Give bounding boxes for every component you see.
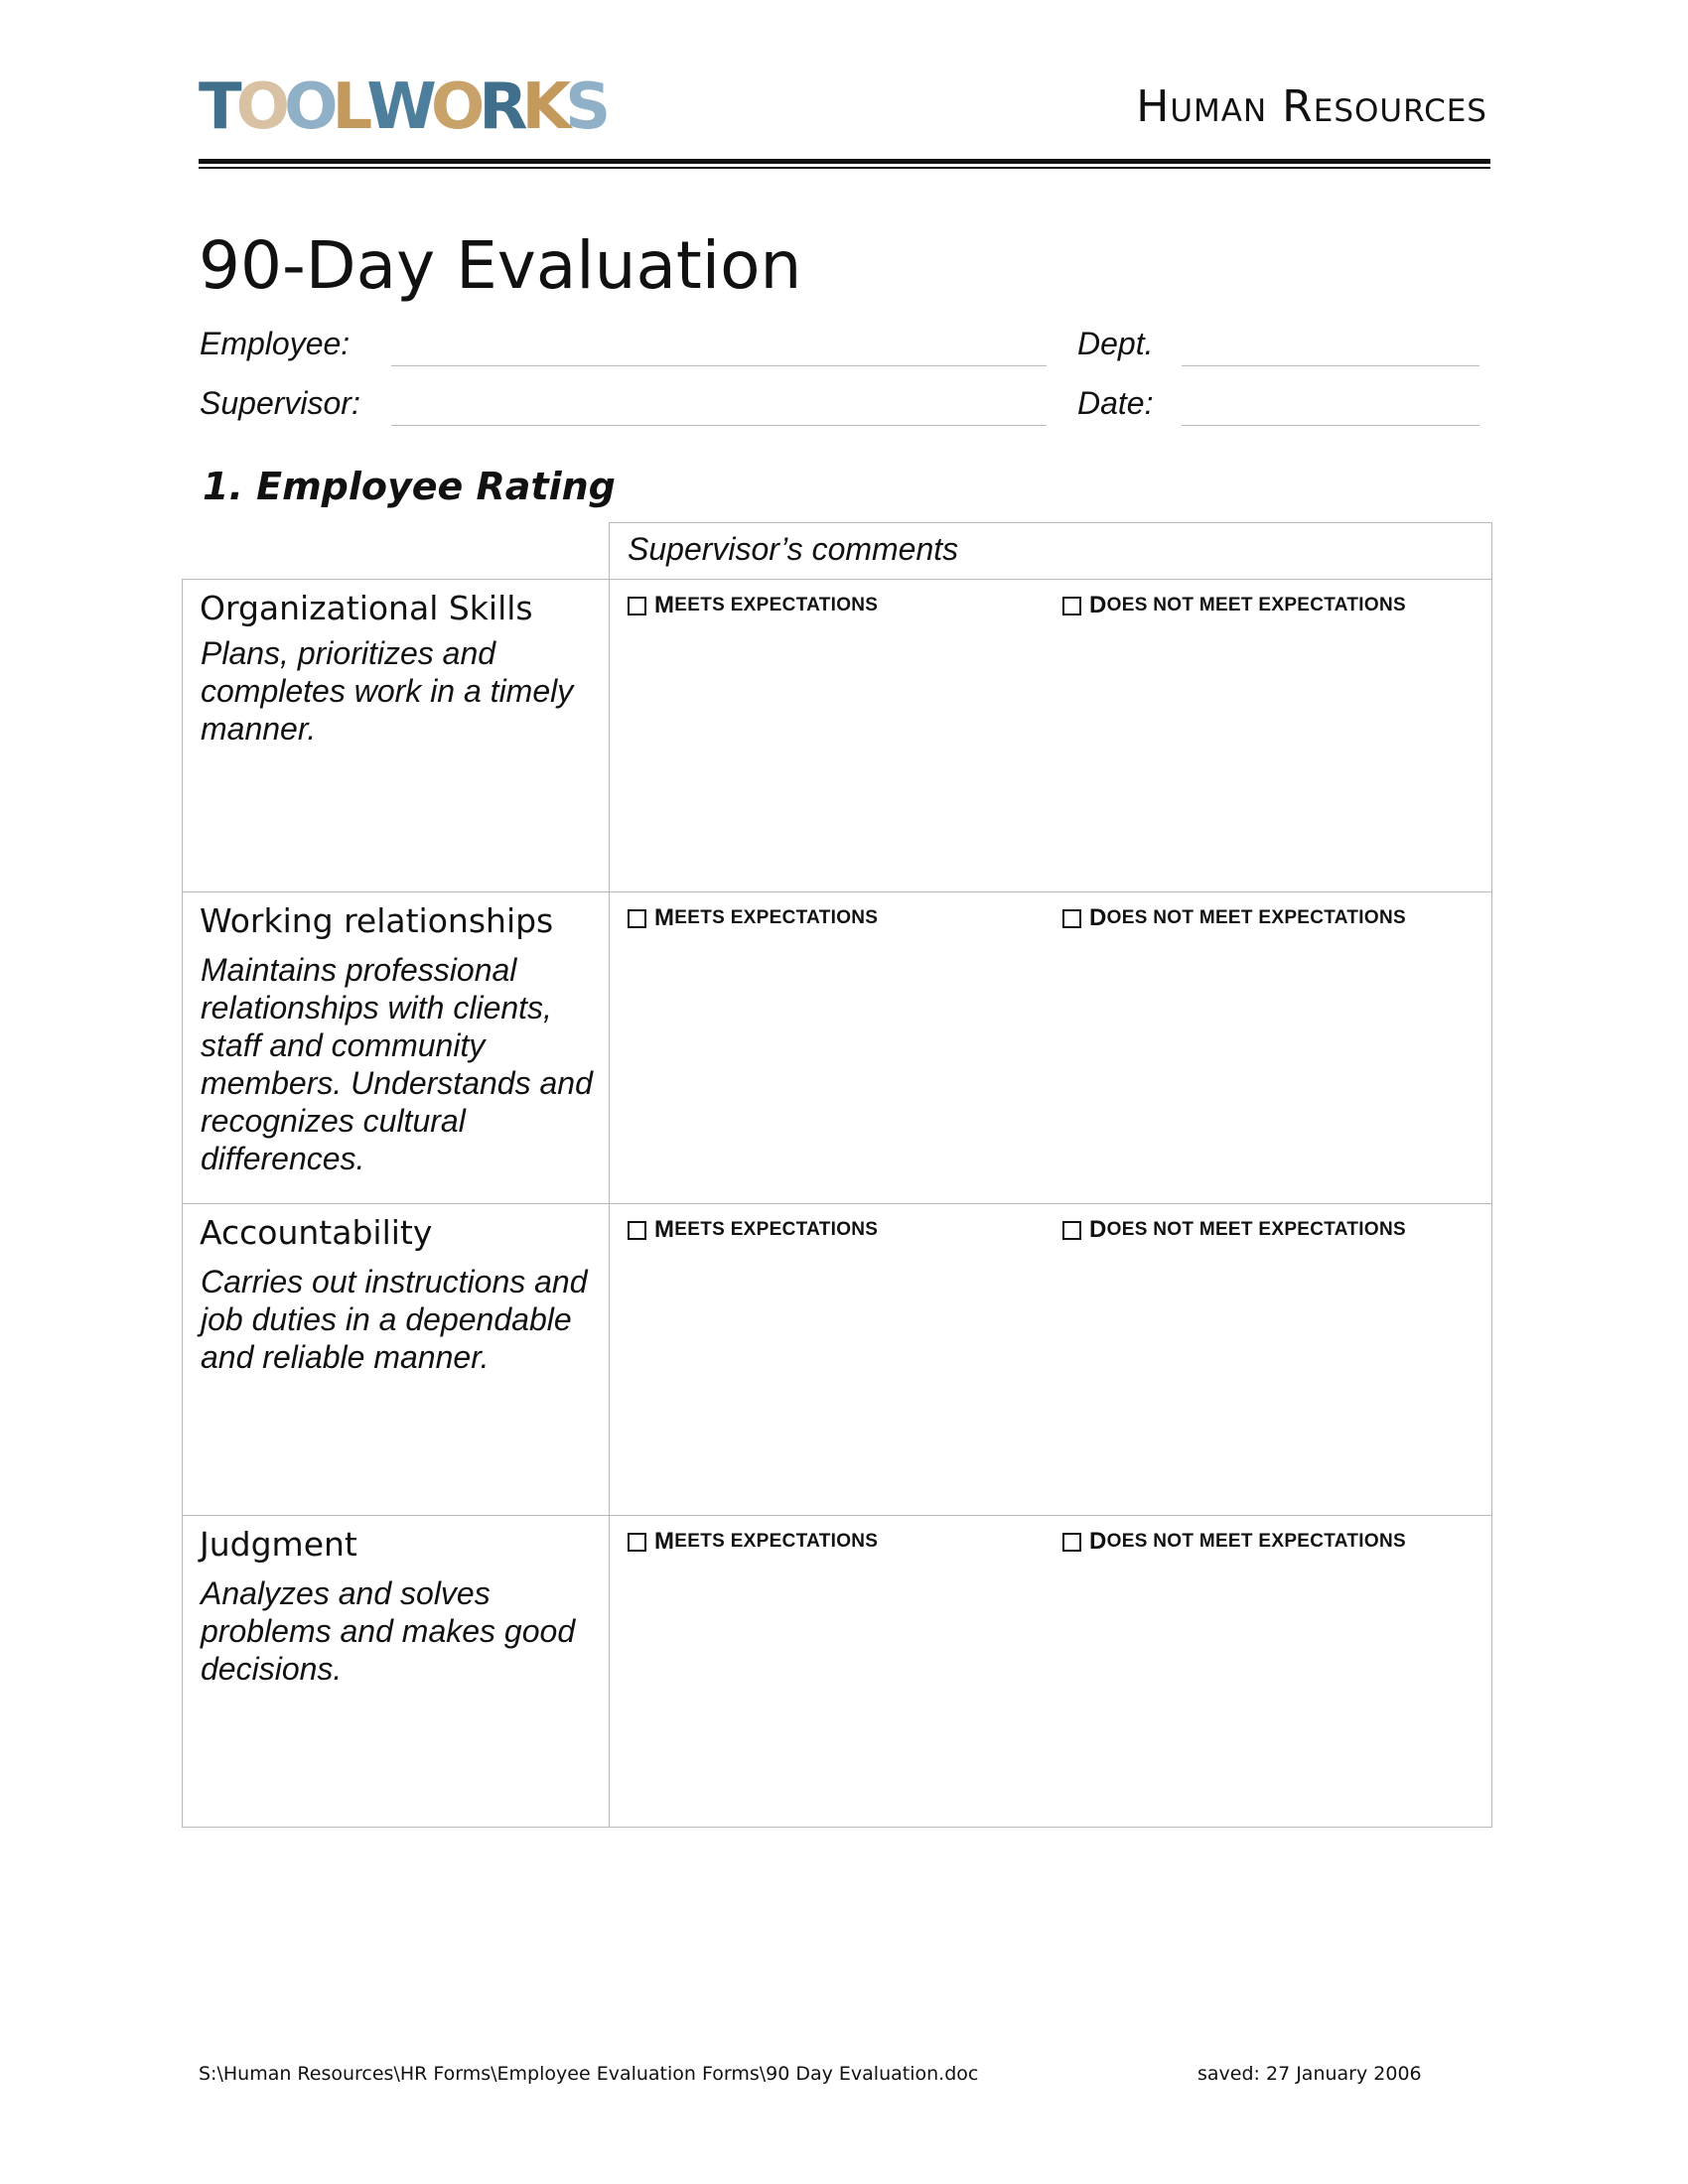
logo-letter: S (565, 70, 606, 144)
criterion-description: Plans, prioritizes and completes work in a timely manner. (201, 635, 574, 747)
department-title: Human Resources (1136, 81, 1487, 132)
dept-field[interactable] (1182, 365, 1479, 366)
does-not-meet-expectations-checkbox[interactable]: D OES NOT MEET EXPECTATIONS (1062, 592, 1406, 619)
criterion-title: Accountability (200, 1213, 433, 1252)
meets-expectations-checkbox[interactable]: M EETS EXPECTATIONS (628, 1528, 878, 1556)
checkbox-icon (628, 1533, 646, 1552)
header-rule-thin (199, 167, 1490, 169)
logo-letter: W (366, 70, 431, 144)
logo-letter: O (430, 70, 480, 144)
logo-letter: O (235, 70, 285, 144)
criterion-title: Organizational Skills (200, 589, 533, 627)
criterion-row (182, 579, 1492, 890)
criterion-title: Judgment (200, 1525, 357, 1564)
criterion-description: Analyzes and solves problems and makes good decisions. (201, 1575, 576, 1687)
toolworks-logo (199, 70, 606, 144)
employee-field[interactable] (391, 365, 1047, 366)
page-header (199, 69, 1489, 169)
logo-letter: R (479, 70, 522, 144)
criterion-description: Carries out instructions and job duties in a dependable and reliable manner. (201, 1264, 588, 1375)
employee-label: Employee: (200, 326, 351, 361)
logo-letter: O (284, 70, 333, 144)
header-rule-thick (199, 159, 1490, 164)
section-title: 1. Employee Rating (203, 465, 616, 508)
logo-letter: K (521, 70, 566, 144)
criterion-description: Maintains professional relationships with clients, staff and community members. Understands and recognizes cultural differences. (201, 952, 593, 1176)
meets-expectations-checkbox[interactable]: M EETS EXPECTATIONS (628, 592, 878, 619)
checkbox-icon (628, 597, 646, 615)
file-path: S:\Human Resources\HR Forms\Employee Evaluation Forms\90 Day Evaluation.doc (199, 2063, 979, 2085)
checkbox-icon (1062, 909, 1081, 928)
logo-letter: T (199, 70, 236, 144)
checkbox-icon (1062, 1221, 1081, 1240)
criterion-row (182, 1515, 1492, 1827)
supervisor-field[interactable] (391, 425, 1047, 426)
meets-expectations-checkbox[interactable]: M EETS EXPECTATIONS (628, 904, 878, 932)
checkbox-icon (628, 1221, 646, 1240)
does-not-meet-expectations-checkbox[interactable]: D OES NOT MEET EXPECTATIONS (1062, 1528, 1406, 1556)
saved-date: saved: 27 January 2006 (1197, 2063, 1422, 2085)
date-label: Date: (1077, 385, 1154, 421)
does-not-meet-expectations-checkbox[interactable]: D OES NOT MEET EXPECTATIONS (1062, 1216, 1406, 1244)
document-title: 90-Day Evaluation (199, 227, 802, 304)
checkbox-icon (1062, 597, 1081, 615)
criterion-row (182, 891, 1492, 1203)
logo-letter: L (332, 70, 367, 144)
criterion-title: Working relationships (200, 901, 554, 940)
date-field[interactable] (1182, 425, 1479, 426)
does-not-meet-expectations-checkbox[interactable]: D OES NOT MEET EXPECTATIONS (1062, 904, 1406, 932)
checkbox-icon (628, 909, 646, 928)
meets-expectations-checkbox[interactable]: M EETS EXPECTATIONS (628, 1216, 878, 1244)
supervisor-label: Supervisor: (200, 385, 360, 421)
checkbox-icon (1062, 1533, 1081, 1552)
criterion-row (182, 1203, 1492, 1515)
dept-label: Dept. (1077, 326, 1154, 361)
comments-header: Supervisor’s comments (628, 531, 959, 567)
